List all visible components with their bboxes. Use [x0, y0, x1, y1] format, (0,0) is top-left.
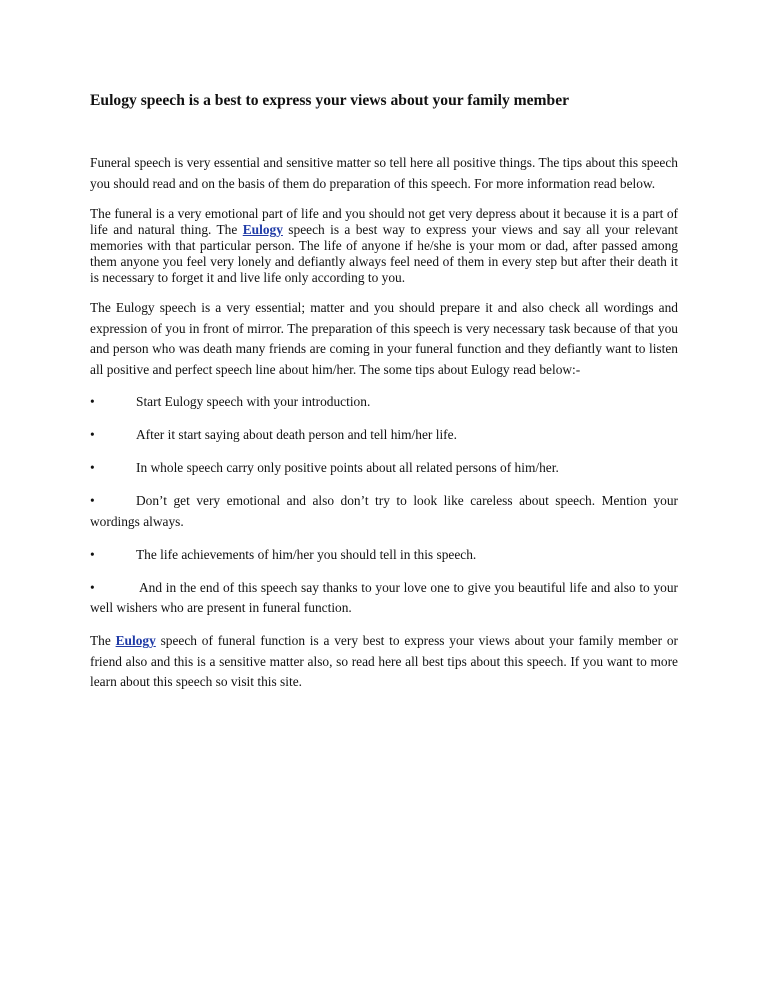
list-item-text: After it start saying about death person and tell him/her life.	[136, 427, 457, 442]
bullet-icon: •	[90, 546, 95, 562]
list-item	[90, 458, 678, 479]
list-item-text: In whole speech carry only positive points about all related persons of him/her.	[136, 460, 559, 475]
paragraph-funeral-text-start: The funeral is a very emotional part of life and you should not get very depress about it because it is a part of life and natural thing. The	[90, 206, 678, 237]
bullet-icon: •	[90, 579, 95, 595]
paragraph-eulogy-speech: The Eulogy speech is a very essential; matter and you should prepare it and also check all wordings and expression of you in front of mirror. The preparation of this speech is very necessary task because of that you and person who was death many friends are coming in your funeral function and they defiantly want to listen all positive and perfect speech line about him/her. The some tips about Eulogy read below:-	[90, 300, 678, 377]
bullet-icon: •	[90, 460, 95, 475]
bullet-icon: •	[90, 493, 95, 508]
document-title: Eulogy speech is a best to express your views about your family member	[90, 92, 570, 109]
document-body	[90, 91, 678, 705]
paragraph-closing	[90, 631, 678, 693]
list-item-text: The life achievements of him/her you should tell in this speech.	[136, 546, 477, 562]
list-item	[90, 425, 678, 446]
list-item-text: And in the end of this speech say thanks to your love one to give you beautiful life and also to your well wishers who are present in funeral function.	[90, 579, 678, 615]
list-item	[90, 392, 678, 413]
list-item-text: Don’t get very emotional and also don’t try to look like careless about speech. Mention your wordings always.	[90, 493, 678, 529]
list-item	[90, 578, 678, 619]
list-item	[90, 491, 678, 532]
paragraph-intro: Funeral speech is very essential and sensitive matter so tell here all positive things. The tips about this speech you should read and on the basis of them do preparation of this speech. For more information read below.	[90, 155, 678, 191]
eulogy-link[interactable]: Eulogy	[115, 633, 156, 648]
paragraph-closing-text-start: The	[90, 633, 116, 648]
bullet-icon: •	[90, 427, 95, 442]
paragraph-funeral-text-end: speech is a best way to express your views and say all your relevant memories with that particular person. The life of anyone if he/she is your mom or dad, after passed among them anyone you feel very lonely and defiantly always feel need of them in every step but after their death it is necessary to forget it and live life only according to you.	[90, 222, 679, 285]
list-item	[90, 545, 678, 566]
list-item-text: Start Eulogy speech with your introduction.	[136, 394, 371, 409]
paragraph-closing-text-end: speech of funeral function is a very best to express your views about your family member or friend also and this is a sensitive matter also, so read here all best tips about this speech. If you want to more learn about this speech so visit this site.	[90, 633, 678, 689]
eulogy-link[interactable]: Eulogy	[242, 222, 283, 237]
bullet-icon: •	[90, 394, 95, 409]
paragraph-funeral	[90, 206, 678, 286]
